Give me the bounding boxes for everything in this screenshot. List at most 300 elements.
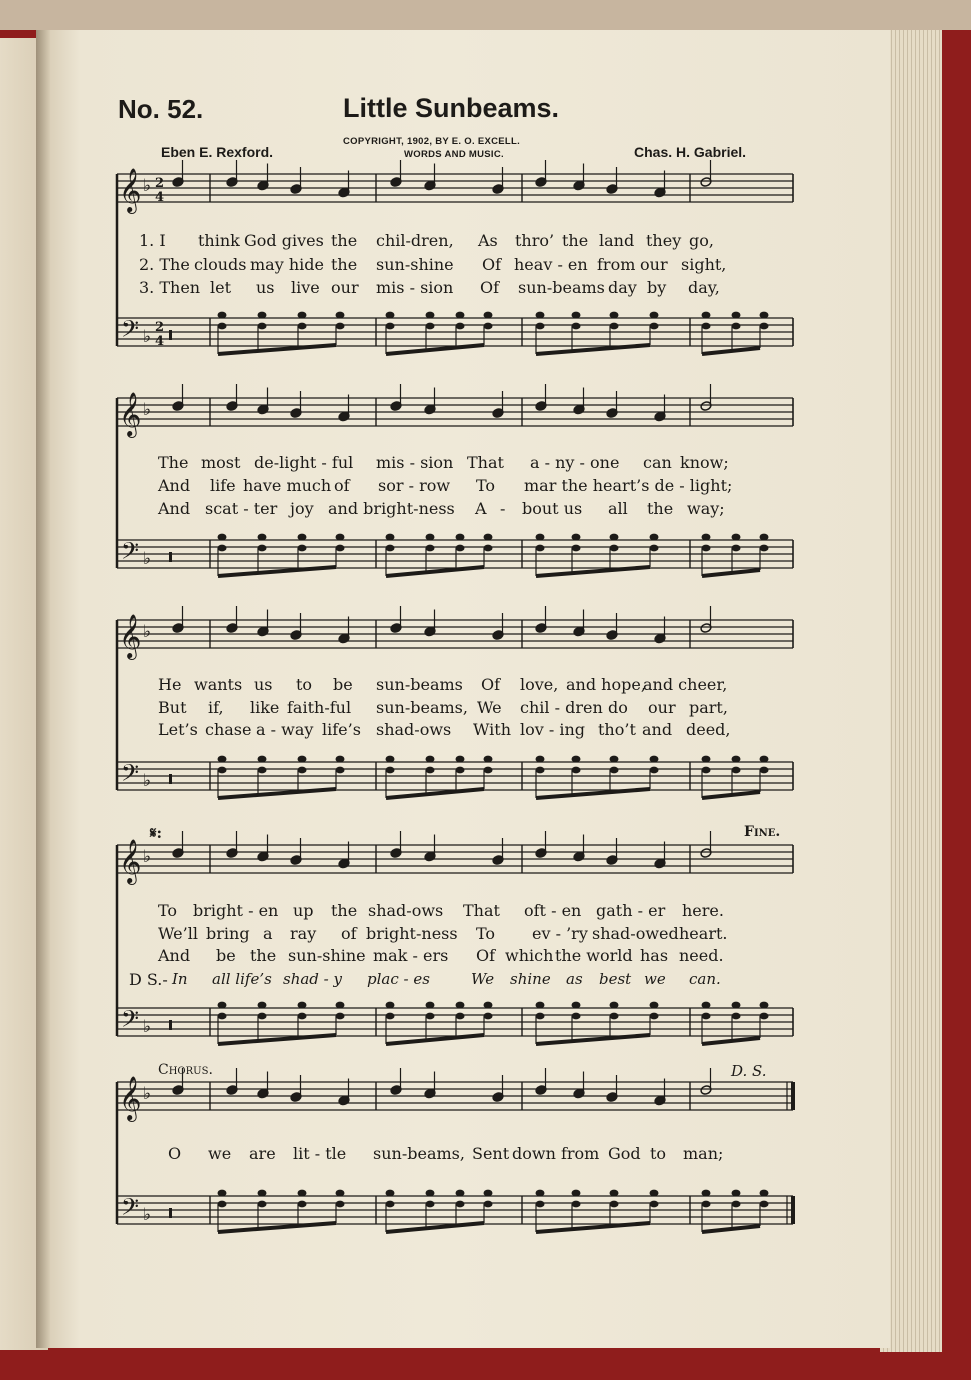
treble-clef: 𝄞 — [119, 839, 142, 883]
treble-clef: 𝄞 — [119, 392, 142, 436]
lyric-word: to — [296, 675, 313, 694]
lyric-word: our — [640, 255, 668, 274]
lyric-word: are — [249, 1144, 276, 1163]
bass-note-head — [610, 312, 619, 319]
lyric-word: To — [158, 901, 178, 920]
bass-note-head — [536, 1002, 545, 1009]
lyric-word: which — [505, 946, 554, 965]
lyric-word: In — [172, 970, 188, 988]
beam — [702, 1226, 760, 1232]
flat-sign: ♭ — [143, 771, 152, 791]
lyric-word: oft - en — [524, 901, 582, 920]
flat-sign: ♭ — [143, 622, 152, 642]
lyric-word: tho’t — [598, 720, 636, 739]
bass-clef: 𝄢 — [121, 537, 140, 570]
lyric-word: And — [158, 946, 191, 965]
lyric-word: heav - en — [514, 255, 588, 274]
bass-note-head — [336, 1013, 345, 1020]
bass-note-head — [426, 534, 435, 541]
bass-note-head — [218, 323, 227, 330]
lyric-word: lov - ing — [520, 720, 586, 739]
bass-note-head — [760, 767, 769, 774]
bass-note-head — [336, 767, 345, 774]
bass-note-head — [760, 1201, 769, 1208]
bass-note-head — [702, 534, 711, 541]
bass-note-head — [572, 545, 581, 552]
lyric-word: mak - ers — [373, 946, 449, 965]
lyric-word: lit - tle — [293, 1144, 347, 1163]
bass-note-head — [456, 1201, 465, 1208]
bass-note-head — [650, 756, 659, 763]
composer-credit: Chas. H. Gabriel. — [634, 144, 747, 160]
lyric-word: can — [643, 453, 672, 472]
lyric-word: shad-ows — [368, 901, 444, 920]
bass-note-head — [572, 1201, 581, 1208]
bass-note-head — [336, 756, 345, 763]
bass-note-head — [456, 767, 465, 774]
lyric-word: With — [473, 720, 512, 739]
lyric-word: of — [334, 476, 350, 495]
lyric-word: most — [201, 453, 241, 472]
lyric-word: best — [599, 970, 632, 988]
bass-note-head — [760, 545, 769, 552]
bass-note-head — [298, 312, 307, 319]
bass-note-head — [760, 1190, 769, 1197]
bass-note-head — [298, 756, 307, 763]
bass-note-head — [572, 312, 581, 319]
lyric-word: 3. Then — [139, 278, 201, 297]
bass-note-head — [650, 767, 659, 774]
bass-note-head — [536, 1201, 545, 1208]
bass-note-head — [702, 767, 711, 774]
lyric-word: sun-beams — [376, 675, 463, 694]
lyric-word: be — [216, 946, 236, 965]
bass-note-head — [536, 545, 545, 552]
bass-note-head — [386, 767, 395, 774]
bass-note-head — [386, 756, 395, 763]
time-signature: 4 — [155, 334, 165, 349]
bass-clef: 𝄢 — [121, 759, 140, 792]
bass-note-head — [702, 545, 711, 552]
bass-note-head — [336, 1201, 345, 1208]
lyric-word: 1. I — [139, 231, 166, 250]
lyric-word: shad-ows — [376, 720, 452, 739]
bass-note-head — [610, 756, 619, 763]
lyric-word: Of — [476, 946, 496, 965]
bass-note-head — [732, 767, 741, 774]
bass-note-head — [258, 1190, 267, 1197]
bass-clef: 𝄢 — [121, 1005, 140, 1038]
lyric-word: mar the heart’s de - light; — [524, 476, 733, 495]
lyric-word: Sent — [472, 1144, 510, 1163]
bass-note-head — [536, 1190, 545, 1197]
lyric-word: And — [158, 476, 191, 495]
bass-note-head — [336, 323, 345, 330]
bass-note-head — [572, 756, 581, 763]
lyric-word: we — [208, 1144, 232, 1163]
lyric-word: live — [291, 278, 320, 297]
chorus-label: Chorus. — [158, 1062, 213, 1078]
lyric-word: a - ny - one — [530, 453, 620, 472]
lyric-word: - — [500, 499, 506, 518]
beam — [702, 1038, 760, 1044]
bass-note-head — [484, 1201, 493, 1208]
bass-note-head — [610, 323, 619, 330]
ds-prefix: D S.- — [129, 970, 168, 989]
bass-note-head — [218, 1013, 227, 1020]
lyric-word: chil - dren — [520, 698, 603, 717]
lyric-word: from — [597, 255, 636, 274]
lyric-word: scat - ter — [205, 499, 278, 518]
time-signature: 4 — [155, 190, 165, 205]
lyricist-credit: Eben E. Rexford. — [161, 144, 274, 160]
bass-note-head — [536, 323, 545, 330]
lyric-word: bright - en — [193, 901, 279, 920]
bass-clef: 𝄢 — [121, 315, 140, 348]
time-signature: 2 — [155, 320, 165, 335]
bass-note-head — [610, 1201, 619, 1208]
lyric-word: O — [168, 1144, 182, 1163]
bass-note-head — [426, 545, 435, 552]
bass-rest — [169, 1208, 172, 1218]
lyric-word: by — [647, 278, 667, 297]
lyric-word: life’s — [322, 720, 361, 739]
treble-clef: 𝄞 — [119, 614, 142, 658]
bass-note-head — [258, 1201, 267, 1208]
lyric-word: may hide — [250, 255, 324, 274]
lyric-word: they — [646, 231, 682, 250]
lyric-word: ray — [290, 924, 317, 943]
bass-note-head — [336, 1002, 345, 1009]
flat-sign: ♭ — [143, 1205, 152, 1225]
bass-note-head — [426, 1201, 435, 1208]
bass-note-head — [484, 545, 493, 552]
lyric-word: shine — [510, 970, 551, 988]
lyric-word: us — [254, 675, 273, 694]
lyric-word: thro’ — [515, 231, 555, 250]
lyric-word: do — [608, 698, 628, 717]
lyric-word: us — [256, 278, 275, 297]
bass-note-head — [702, 1201, 711, 1208]
lyric-word: the — [331, 255, 358, 274]
bass-note-head — [760, 1002, 769, 1009]
bass-note-head — [258, 312, 267, 319]
lyric-word: The — [158, 453, 189, 472]
time-signature: 2 — [155, 176, 165, 191]
bass-note-head — [218, 312, 227, 319]
bass-note-head — [610, 1002, 619, 1009]
bass-note-head — [456, 545, 465, 552]
lyric-word: We’ll — [158, 924, 198, 943]
flat-sign: ♭ — [143, 176, 152, 196]
bass-note-head — [298, 545, 307, 552]
bass-clef: 𝄢 — [121, 1193, 140, 1226]
lyric-word: and — [642, 720, 673, 739]
lyric-word: the — [250, 946, 277, 965]
lyric-word: way; — [687, 499, 725, 518]
bass-note-head — [732, 756, 741, 763]
flat-sign: ♭ — [143, 1017, 152, 1037]
bass-note-head — [258, 534, 267, 541]
bass-note-head — [732, 1002, 741, 1009]
bass-note-head — [536, 312, 545, 319]
bass-note-head — [298, 534, 307, 541]
lyric-word: Of — [482, 255, 502, 274]
bass-note-head — [702, 1002, 711, 1009]
lyric-word: We — [477, 698, 502, 717]
lyric-word: gath - er — [596, 901, 666, 920]
lyric-word: we — [644, 970, 666, 988]
bass-note-head — [456, 1002, 465, 1009]
bass-note-head — [298, 1201, 307, 1208]
lyric-word: sun-beams — [518, 278, 605, 297]
copyright-notice: COPYRIGHT, 1902, BY E. O. EXCELL. — [343, 136, 521, 147]
lyric-word: chase — [205, 720, 252, 739]
bass-note-head — [610, 1190, 619, 1197]
bass-note-head — [336, 545, 345, 552]
lyric-word: our — [648, 698, 676, 717]
bass-rest — [169, 1020, 172, 1030]
lyric-word: We — [471, 970, 495, 988]
lyric-word: know; — [680, 453, 729, 472]
bass-note-head — [650, 545, 659, 552]
bass-note-head — [572, 1002, 581, 1009]
bass-note-head — [702, 756, 711, 763]
lyric-word: shad-owed — [592, 924, 679, 943]
bass-note-head — [456, 1190, 465, 1197]
lyric-word: and hope, — [566, 675, 646, 694]
lyric-word: land — [599, 231, 635, 250]
lyric-word: if, — [208, 698, 224, 717]
bass-note-head — [218, 534, 227, 541]
lyric-word: chil-dren, — [376, 231, 454, 250]
bass-note-head — [386, 323, 395, 330]
bass-note-head — [610, 545, 619, 552]
lyric-word: That — [467, 453, 504, 472]
bass-note-head — [484, 312, 493, 319]
lyric-word: and cheer, — [643, 675, 728, 694]
lyric-word: To — [476, 924, 496, 943]
bass-note-head — [650, 312, 659, 319]
bass-note-head — [484, 323, 493, 330]
bass-note-head — [702, 323, 711, 330]
treble-clef: 𝄞 — [119, 168, 142, 212]
bass-note-head — [426, 323, 435, 330]
bass-note-head — [484, 1190, 493, 1197]
bass-note-head — [218, 767, 227, 774]
bass-note-head — [298, 1190, 307, 1197]
lyric-word: And — [158, 499, 191, 518]
bass-note-head — [484, 756, 493, 763]
lyric-word: all — [608, 499, 628, 518]
bass-note-head — [386, 1201, 395, 1208]
bass-note-head — [536, 756, 545, 763]
lyric-word: God gives — [244, 231, 324, 250]
lyric-word: sun-beams, — [373, 1144, 465, 1163]
lyric-word: and bright-ness — [328, 499, 455, 518]
bass-note-head — [386, 1002, 395, 1009]
bass-note-head — [702, 1190, 711, 1197]
lyric-word: 2. The — [139, 255, 190, 274]
bass-note-head — [218, 1002, 227, 1009]
lyric-word: here. — [682, 901, 724, 920]
lyric-word: a — [263, 924, 273, 943]
lyric-word: the — [331, 231, 358, 250]
lyric-word: need. — [679, 946, 724, 965]
flat-sign: ♭ — [143, 549, 152, 569]
lyric-word: sun-beams, — [376, 698, 468, 717]
copyright-notice-sub: WORDS AND MUSIC. — [404, 149, 504, 160]
bass-note-head — [456, 756, 465, 763]
lyric-word: the world — [555, 946, 633, 965]
bass-note-head — [650, 1190, 659, 1197]
bass-note-head — [732, 323, 741, 330]
lyric-word: God — [608, 1144, 641, 1163]
bass-note-head — [536, 1013, 545, 1020]
bass-note-head — [298, 767, 307, 774]
lyric-word: like — [250, 698, 280, 717]
lyric-word: to — [650, 1144, 667, 1163]
lyric-word: bring — [206, 924, 250, 943]
lyric-word: clouds — [194, 255, 247, 274]
bass-note-head — [258, 767, 267, 774]
lyric-word: all life’s — [212, 970, 272, 988]
flat-sign: ♭ — [143, 847, 152, 867]
bass-note-head — [456, 312, 465, 319]
lyric-word: To — [476, 476, 496, 495]
bass-note-head — [298, 323, 307, 330]
bass-note-head — [426, 1013, 435, 1020]
lyric-word: plac - es — [367, 970, 430, 988]
bass-note-head — [702, 312, 711, 319]
lyric-word: day — [608, 278, 637, 297]
lyric-word: de-light - ful — [254, 453, 354, 472]
fine-marker: Fine. — [744, 824, 781, 840]
bass-note-head — [456, 323, 465, 330]
bass-note-head — [386, 312, 395, 319]
bass-note-head — [258, 756, 267, 763]
bass-note-head — [218, 1190, 227, 1197]
bass-note-head — [258, 1013, 267, 1020]
lyric-word: the — [331, 901, 358, 920]
bass-note-head — [218, 756, 227, 763]
treble-clef: 𝄞 — [119, 1076, 142, 1120]
bass-note-head — [456, 1013, 465, 1020]
bass-note-head — [218, 545, 227, 552]
lyric-word: bright-ness — [366, 924, 458, 943]
bass-note-head — [650, 534, 659, 541]
lyric-word: part, — [689, 698, 728, 717]
bass-note-head — [572, 767, 581, 774]
lyric-word: love, — [520, 675, 559, 694]
lyric-word: bout us — [522, 499, 583, 518]
lyric-word: let — [210, 278, 232, 297]
lyric-word: A — [475, 499, 487, 518]
bass-note-head — [484, 767, 493, 774]
bass-note-head — [732, 312, 741, 319]
lyric-word: deed, — [686, 720, 731, 739]
lyric-word: think — [198, 231, 240, 250]
lyric-word: the — [647, 499, 674, 518]
bass-note-head — [298, 1002, 307, 1009]
hymn-title: Little Sunbeams. — [343, 93, 560, 123]
bass-note-head — [650, 323, 659, 330]
bass-note-head — [610, 1013, 619, 1020]
bass-note-head — [760, 312, 769, 319]
lyric-word: Let’s — [158, 720, 198, 739]
beam — [702, 348, 760, 354]
bass-note-head — [732, 1013, 741, 1020]
lyric-word: has — [640, 946, 669, 965]
lyric-word: shad - y — [283, 970, 342, 988]
bass-note-head — [336, 534, 345, 541]
lyric-word: our — [331, 278, 359, 297]
ds-marker: D. S. — [731, 1062, 767, 1080]
lyric-word: sun-shine — [376, 255, 454, 274]
flat-sign: ♭ — [143, 327, 152, 347]
bass-note-head — [572, 323, 581, 330]
lyric-word: up — [293, 901, 314, 920]
lyric-word: joy — [290, 499, 314, 518]
bass-note-head — [760, 534, 769, 541]
bass-note-head — [610, 534, 619, 541]
segno-sign: 𝄋: — [150, 824, 162, 842]
lyric-word: Of — [481, 675, 501, 694]
lyric-word: mis - sion — [376, 278, 454, 297]
lyric-word: man; — [683, 1144, 724, 1163]
lyric-word: He — [158, 675, 182, 694]
bass-note-head — [650, 1002, 659, 1009]
lyric-word: the — [562, 231, 589, 250]
bass-note-head — [456, 534, 465, 541]
lyric-word: life — [210, 476, 236, 495]
bass-note-head — [760, 323, 769, 330]
bass-note-head — [732, 545, 741, 552]
lyric-word: of — [341, 924, 357, 943]
bass-note-head — [258, 1002, 267, 1009]
beam — [702, 792, 760, 798]
bass-note-head — [572, 1013, 581, 1020]
bass-note-head — [536, 534, 545, 541]
hymn-number: No. 52. — [118, 94, 204, 124]
lyric-word: sor - row — [378, 476, 451, 495]
lyric-word: heart. — [679, 924, 728, 943]
bass-note-head — [760, 1013, 769, 1020]
lyric-word: sight, — [681, 255, 727, 274]
lyric-word: ev - ’ry — [532, 924, 588, 943]
bass-note-head — [732, 534, 741, 541]
lyric-word: faith-ful — [287, 698, 352, 717]
lyric-word: down from — [512, 1144, 600, 1163]
bass-note-head — [386, 1013, 395, 1020]
lyric-word: Of — [480, 278, 500, 297]
bass-rest — [169, 774, 172, 784]
beam — [702, 570, 760, 576]
bass-note-head — [298, 1013, 307, 1020]
bass-note-head — [702, 1013, 711, 1020]
lyric-word: But — [158, 698, 187, 717]
bass-note-head — [386, 1190, 395, 1197]
bass-note-head — [484, 1002, 493, 1009]
lyric-word: a - way — [256, 720, 314, 739]
bass-note-head — [426, 312, 435, 319]
bass-note-head — [572, 1190, 581, 1197]
bass-note-head — [426, 1190, 435, 1197]
lyric-word: wants — [194, 675, 243, 694]
bass-note-head — [258, 545, 267, 552]
lyric-word: day, — [688, 278, 720, 297]
lyric-word: That — [463, 901, 500, 920]
